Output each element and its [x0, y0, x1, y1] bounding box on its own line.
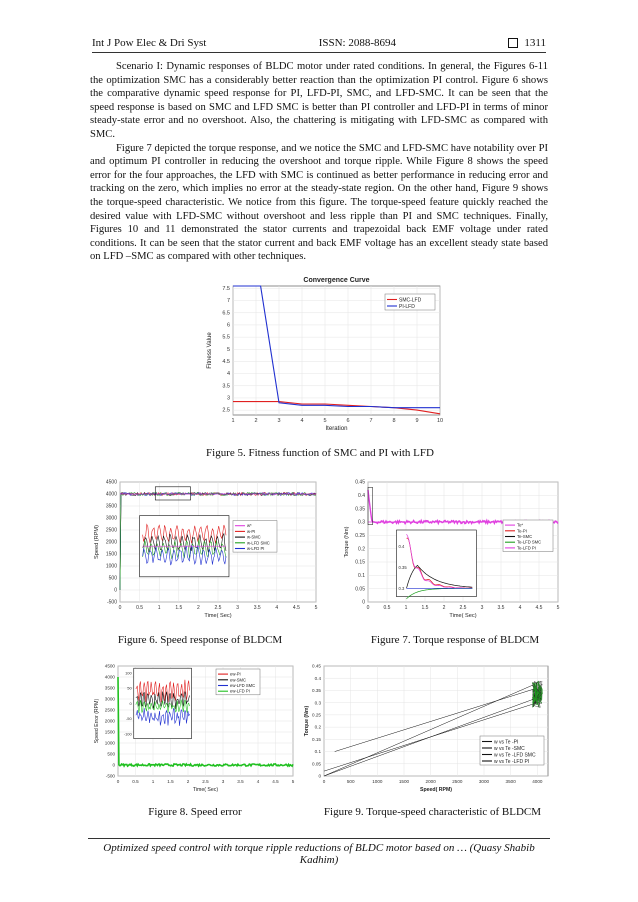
figure-5-chart	[200, 272, 450, 437]
x-tick-label: 2500	[452, 779, 463, 784]
chart-title: Convergence Curve	[303, 277, 370, 284]
y-tick-label: 7.5	[222, 286, 230, 293]
y-tick-label: 0.45	[312, 663, 321, 669]
x-axis-label: Time( Sec)	[449, 613, 477, 619]
inset-tick-label: 0.4	[398, 544, 405, 550]
x-tick-label: 1500	[398, 779, 410, 784]
x-tick-label: 4	[275, 605, 279, 611]
y-tick-label: 0.25	[312, 712, 321, 718]
y-tick-label: 0.2	[358, 546, 365, 553]
y-tick-label: 3.5	[222, 383, 230, 390]
x-tick-label: 0	[118, 605, 122, 611]
x-axis-label: Speed( RPM)	[420, 787, 452, 793]
legend-label: w vs Te -SMC	[494, 745, 525, 752]
x-tick-label: 3500	[505, 779, 516, 784]
y-tick-label: 7	[226, 298, 230, 305]
inset-tick-label: 0.35	[398, 565, 407, 570]
y-tick-label: 1000	[105, 563, 117, 570]
legend-label: ew-SMC	[230, 677, 247, 683]
legend-label: Te-LFD PI	[517, 545, 536, 551]
x-tick-label: 3	[277, 418, 281, 424]
figure-9-chart	[300, 660, 558, 800]
y-tick-label: 0.3	[314, 700, 321, 706]
x-tick-label: 2	[442, 605, 446, 611]
figure-6-caption: Figure 6. Speed response of BLDCM	[117, 634, 283, 646]
y-tick-label: 3000	[105, 515, 117, 522]
x-tick-label: 0.5	[383, 605, 391, 611]
y-tick-label: 6	[226, 322, 230, 329]
y-tick-label: 1500	[105, 551, 117, 558]
inset-tick-label: 50	[127, 685, 132, 691]
x-tick-label: 1.5	[167, 779, 174, 784]
legend-label: w-LFD SMC	[246, 540, 270, 546]
x-tick-label: 3	[236, 605, 239, 611]
x-tick-label: 0.5	[136, 605, 144, 611]
y-axis-label: Fitness Value	[206, 332, 213, 369]
x-tick-label: 8	[392, 418, 396, 424]
figure-8-chart	[88, 660, 298, 800]
y-tick-label: 0.4	[358, 492, 365, 499]
x-tick-label: 2.5	[214, 605, 222, 611]
y-tick-label: 1000	[104, 740, 115, 746]
y-tick-label: 0.15	[355, 559, 365, 566]
y-tick-label: 0	[362, 599, 365, 606]
y-tick-label: 4000	[104, 674, 115, 680]
y-tick-label: 4.5	[222, 359, 230, 366]
figure-5-caption: Figure 5. Fitness function of SMC and PI with LFD	[206, 447, 434, 459]
x-tick-label: 1	[157, 605, 161, 611]
y-tick-label: 3000	[104, 696, 115, 702]
y-tick-label: 2500	[105, 527, 117, 534]
x-tick-label: 5	[291, 779, 295, 784]
inset-tick-label: -100	[123, 731, 132, 737]
legend-label: w vs Te -LFD PI	[494, 758, 530, 765]
inset-tick-label: 100	[125, 670, 132, 676]
inset-tick-label: -50	[125, 716, 132, 722]
y-tick-label: 0.2	[314, 724, 321, 730]
figure-8-caption: Figure 8. Speed error	[148, 806, 242, 818]
y-tick-label: 1500	[104, 729, 115, 735]
x-tick-label: 9	[415, 418, 419, 424]
y-tick-label: 500	[107, 751, 115, 757]
x-tick-label: 3	[480, 605, 484, 611]
issn: ISSN: 2088-8694	[318, 37, 396, 49]
y-tick-label: 6.5	[222, 310, 230, 317]
y-tick-label: 2000	[104, 718, 115, 724]
x-tick-label: 7	[369, 418, 373, 424]
x-axis-label: Time( Sec)	[192, 787, 219, 793]
y-tick-label: 0	[112, 762, 115, 768]
x-axis-label: Time( Sec)	[204, 613, 232, 619]
x-tick-label: 2000	[425, 779, 436, 784]
legend-label: Te-PI	[517, 528, 527, 534]
x-tick-label: 1.5	[175, 605, 183, 611]
x-tick-label: 5	[323, 418, 327, 424]
figure-6-chart	[88, 476, 318, 626]
legend-label: SMC-LFD	[399, 297, 422, 304]
x-tick-label: 3000	[478, 779, 490, 784]
checkbox-glyph-icon	[508, 38, 518, 48]
x-tick-label: 3.5	[497, 605, 505, 611]
y-tick-label: 0.05	[355, 586, 365, 593]
y-tick-label: 0.05	[312, 761, 321, 767]
x-tick-label: 500	[346, 779, 355, 784]
y-tick-label: 4000	[105, 491, 117, 498]
figure-9-caption: Figure 9. Torque-speed characteristic of BLDCM	[323, 806, 542, 818]
running-footer: Optimized speed control with torque ripple reductions of BLDC motor based on … (Quasy Shabib Kadhim)	[88, 838, 550, 866]
y-tick-label: 0.25	[355, 532, 365, 539]
y-axis-label: Speed Error (RPM)	[94, 698, 100, 744]
x-tick-label: 1.5	[421, 605, 429, 611]
y-tick-label: 0.35	[355, 506, 365, 513]
y-tick-label: 3500	[105, 503, 117, 510]
legend-label: w-LFD PI	[246, 546, 265, 551]
inset-tick-label: 0	[129, 700, 132, 706]
legend-label: w vs Te -PI	[494, 739, 519, 746]
x-tick-label: 4.5	[292, 605, 300, 611]
page-number: 1311	[524, 37, 546, 49]
inset-tick-label: 0.3	[398, 585, 405, 591]
y-tick-label: -500	[106, 599, 117, 606]
y-tick-label: 0	[114, 587, 117, 594]
y-tick-label: 0.1	[358, 572, 365, 579]
figure-7-caption: Figure 7. Torque response of BLDCM	[370, 634, 540, 646]
x-tick-label: 4.5	[272, 779, 279, 784]
x-tick-label: 1	[231, 418, 235, 424]
x-tick-label: 4000	[532, 779, 543, 784]
legend-label: PI-LFD	[399, 303, 415, 310]
legend-label: ew-LFD PI	[230, 688, 250, 694]
y-tick-label: 3	[226, 395, 230, 402]
body-text	[90, 60, 548, 264]
x-tick-label: 4	[300, 418, 304, 424]
legend-label: Te*	[517, 522, 524, 528]
paragraph-1: Scenario I: Dynamic responses of BLDC motor under rated conditions. In general, the Figures 6-11 the optimization SMC has a considerably better reaction than the optimization PI control. Figure 6 shows the comparative dynamic speed response for PI, LFD-PI, SMC, and LFD-SMC. It can be seen that the speed response is based on SMC and LFD SMC is better than PI controller and LFD-PI in terms of minor steady-state error and no overshoot. Also, the chattering is mitigating with LFD-SMC as compared with SMC.	[90, 61, 548, 140]
x-tick-label: 10	[436, 418, 444, 424]
x-tick-label: 1	[151, 779, 155, 784]
running-header	[92, 34, 546, 53]
y-tick-label: 4	[226, 371, 230, 378]
y-tick-label: 5.5	[222, 334, 230, 341]
x-tick-label: 4	[518, 605, 522, 611]
legend-label: ew-LFD SMC	[230, 683, 256, 688]
x-tick-label: 5	[314, 605, 318, 611]
x-tick-label: 5	[556, 605, 560, 611]
y-tick-label: 0	[318, 773, 321, 779]
legend-label: w-PI	[246, 528, 256, 534]
x-tick-label: 0	[322, 779, 326, 784]
y-tick-label: 2000	[105, 539, 117, 546]
x-tick-label: 4.5	[535, 605, 543, 611]
y-tick-label: 4500	[104, 663, 115, 669]
y-tick-label: 0.45	[355, 479, 365, 486]
x-tick-label: 4	[256, 779, 260, 784]
legend-label: Te-LFD SMC	[517, 539, 542, 545]
x-tick-label: 0	[116, 779, 120, 784]
legend-label: w-SMC	[246, 534, 261, 540]
x-tick-label: 2.5	[202, 779, 209, 784]
journal-name: Int J Pow Elec & Dri Syst	[92, 37, 207, 49]
y-tick-label: 500	[108, 575, 117, 582]
y-tick-label: 5	[226, 346, 230, 353]
page-number-group	[508, 37, 546, 49]
x-tick-label: 2	[254, 418, 258, 424]
x-tick-label: 3.5	[253, 605, 261, 611]
y-tick-label: 4500	[105, 479, 117, 486]
legend-label: ew-PI	[230, 671, 241, 677]
x-axis-label: Iteration	[325, 425, 348, 432]
y-axis-label: Torque (Nm)	[304, 705, 310, 737]
x-tick-label: 1	[404, 605, 408, 611]
y-axis-label: Torque (Nm)	[344, 526, 350, 558]
x-tick-label: 3	[221, 779, 225, 784]
legend-label: Te-SMC	[517, 534, 533, 539]
y-tick-label: 3500	[104, 685, 115, 691]
x-tick-label: 6	[346, 418, 350, 424]
y-axis-label: Speed (RPM)	[94, 525, 100, 559]
x-tick-label: 3.5	[237, 779, 244, 784]
x-tick-label: 0	[366, 605, 370, 611]
legend-label: w vs Te -LFD SMC	[494, 752, 536, 759]
x-tick-label: 2	[197, 605, 200, 611]
y-tick-label: 0.4	[314, 675, 321, 681]
x-tick-label: 2	[186, 779, 190, 784]
y-tick-label: -500	[105, 773, 115, 779]
x-tick-label: 2.5	[459, 605, 467, 611]
legend-label: w*	[246, 523, 252, 529]
y-tick-label: 0.35	[312, 688, 321, 694]
x-tick-label: 1000	[372, 779, 383, 784]
y-tick-label: 2.5	[222, 407, 230, 414]
x-tick-label: 0.5	[132, 779, 139, 784]
y-tick-label: 0.15	[312, 736, 321, 742]
y-tick-label: 0.1	[314, 749, 321, 755]
paragraph-2: Figure 7 depicted the torque response, and we notice the SMC and LFD-SMC have notability over PI and optimum PI controller in reducing the overshoot and torque ripple. While Figure 8 shows the speed error for the four approaches, the LFD with SMC is continued as better performance in reducing error and tracking on the zero, which implies no error at the steady-state region. On the other hand, Figure 9 shows the torque-speed characteristic. We notice from this figure. The torque-speed feature quickly reached the desired value with LFD-SMC without overshoot and less ripple than PI and SMC techniques. Finally, Figures 10 and 11 demonstrated the stator currents and trapezoidal back EMF voltage under rated conditions. It can be seen that the stator current and back EMF voltage has an excellent steady state based on LFD –SMC as compared with other techniques.	[90, 142, 548, 263]
y-tick-label: 0.3	[358, 519, 365, 526]
figure-7-chart	[338, 476, 563, 626]
y-tick-label: 2500	[104, 707, 115, 713]
